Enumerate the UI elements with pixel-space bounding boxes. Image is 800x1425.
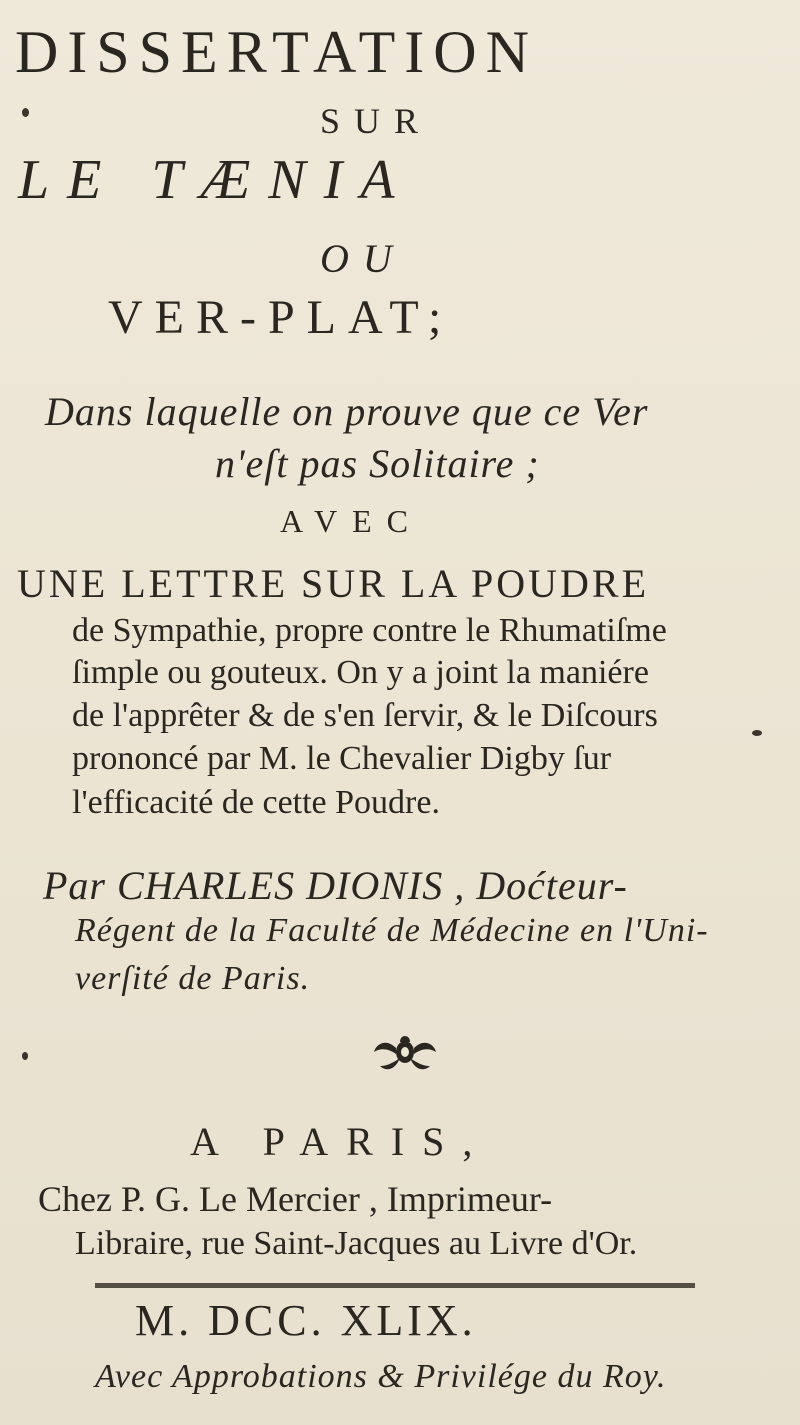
subject-alt-title: VER-PLAT; xyxy=(108,291,454,344)
author-line-3: verſité de Paris. xyxy=(75,960,311,997)
ink-spot xyxy=(752,730,762,736)
privilege-line: Avec Approbations & Privilége du Roy. xyxy=(95,1358,667,1395)
imprint-year: M. DCC. XLIX. xyxy=(135,1296,477,1345)
ink-spot xyxy=(22,1052,28,1060)
ink-spot xyxy=(22,108,29,117)
subject-title: LE TÆNIA xyxy=(18,149,413,211)
lettre-line: de l'apprêter & de s'en ſervir, & le Diſcours xyxy=(72,697,658,734)
printer-line-1: Chez P. G. Le Mercier , Imprimeur- xyxy=(38,1179,553,1219)
lettre-line: prononcé par M. le Chevalier Digby ſur xyxy=(72,740,612,777)
author-line-2: Régent de la Faculté de Médecine en l'Uni- xyxy=(75,912,709,949)
sur-word: SUR xyxy=(320,101,433,141)
avec-word: AVEC xyxy=(280,503,423,539)
lettre-line: de Sympathie, propre contre le Rhumatiſme xyxy=(72,612,667,649)
printers-ornament-icon xyxy=(370,1030,440,1075)
ou-word: OU xyxy=(320,236,406,281)
lettre-heading: UNE LETTRE SUR LA POUDRE xyxy=(17,561,649,606)
printer-line-2: Libraire, rue Saint-Jacques au Livre d'Or. xyxy=(75,1225,638,1262)
lettre-line: ſimple ou gouteux. On y a joint la maniére xyxy=(72,654,649,691)
description-line-1: Dans laquelle on prouve que ce Ver xyxy=(45,389,649,434)
author-line-1: Par CHARLES DIONIS , Doćteur- xyxy=(43,863,628,908)
description-line-2: n'eſt pas Solitaire ; xyxy=(215,441,540,486)
main-title: DISSERTATION xyxy=(15,19,538,85)
divider-rule xyxy=(95,1283,695,1288)
lettre-line: l'efficacité de cette Poudre. xyxy=(72,784,440,821)
imprint-place: A PARIS, xyxy=(190,1119,491,1164)
